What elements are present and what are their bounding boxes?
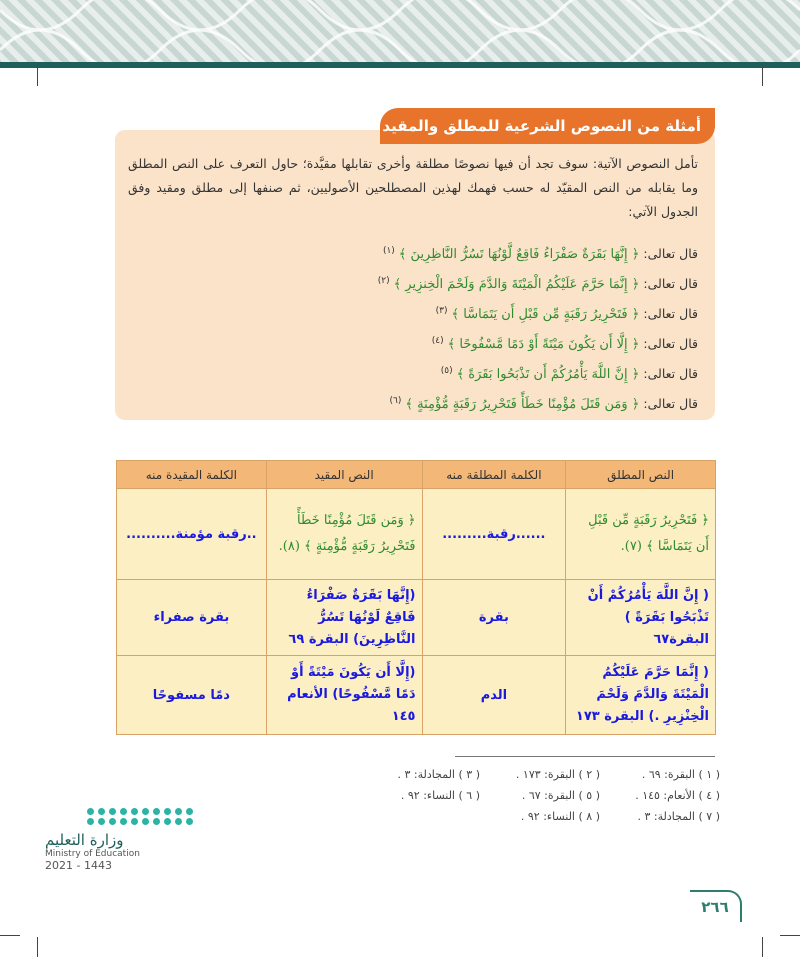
verse-line (128, 266, 698, 296)
header-banner (0, 0, 800, 68)
table-header-row (117, 461, 716, 489)
verse-text: ﴿ إِنَّ اللَّهَ يَأْمُرُكُمْ أَن تَذْبَحُوا بَقَرَةً ﴾ (456, 367, 640, 383)
absolute-text-cell[interactable]: ( إِنَّ اللَّهَ يَأْمُرُكُمْ أَنْ تَذْبَحُوا بَقَرَةً ) البقرة٦٧ (566, 580, 716, 656)
footnote: ( ٢ ) البقرة: ١٧٣ . (515, 768, 600, 781)
restricted-word-cell[interactable]: ..رقبة مؤمنة.......... (117, 489, 267, 580)
restricted-text-cell[interactable]: (إِنَّهَا بَقَرَةٌ صَفْرَاءُ فَاقِعٌ لَوْنُهَا تَسُرُّ النَّاظِرِينَ) البقرة ٦٩ (266, 580, 422, 656)
table-row (117, 489, 716, 580)
verse-ref: (٦) (389, 396, 402, 406)
absolute-text-cell[interactable]: ( إِنَّمَا حَرَّمَ عَلَيْكُمُ الْمَيْتَةَ وَالدَّمَ وَلَحْمَ الْخِنْزِيرِ .) البقرة ١٧٣ (566, 656, 716, 735)
restricted-word-cell[interactable]: بقرة صفراء (117, 580, 267, 656)
verse-line (128, 236, 698, 266)
crop-mark (762, 937, 763, 957)
restricted-word-cell[interactable]: دمًا مسفوحًا (117, 656, 267, 735)
crop-mark (37, 937, 38, 957)
verse-line (128, 296, 698, 326)
footnote: ( ٣ ) المجادلة: ٣ . (397, 768, 480, 781)
ministry-name-en: Ministry of Education (45, 849, 140, 859)
verse-text: ﴿ فَتَحْرِيرُ رَقَبَةٍ مِّن قَبْلِ أَن يَتَمَاسَّا ﴾ (451, 307, 640, 323)
column-header: الكلمة المقيدة منه (117, 461, 267, 489)
crop-mark (37, 66, 38, 86)
crop-mark (0, 935, 20, 936)
section-title: أمثلة من النصوص الشرعية للمطلق والمقيد (380, 108, 715, 144)
footnotes (360, 764, 720, 827)
footnote-divider (455, 756, 715, 757)
verse-line (128, 386, 698, 416)
footnote: ( ٧ ) المجادلة: ٣ . (637, 810, 720, 823)
crop-mark (780, 935, 800, 936)
crop-mark (762, 66, 763, 86)
ministry-logo (45, 808, 175, 872)
verse-ref: (٣) (435, 306, 448, 316)
ministry-name-ar: وزارة التعليم (45, 831, 124, 849)
table-row (117, 580, 716, 656)
verse-line (128, 356, 698, 386)
banner-pattern (0, 0, 800, 62)
footnote: ( ٤ ) الأنعام: ١٤٥ . (635, 789, 720, 802)
absolute-word-cell[interactable]: بقرة (422, 580, 566, 656)
verse-prefix: قال تعالى: (643, 306, 698, 322)
footnote: ( ٨ ) النساء: ٩٢ . (520, 810, 600, 823)
verse-text: ﴿ إِنَّمَا حَرَّمَ عَلَيْكُمُ الْمَيْتَةَ وَالدَّمَ وَلَحْمَ الْخِنزِيرِ ﴾ (393, 277, 640, 293)
verse-ref: (٢) (377, 276, 390, 286)
verse-prefix: قال تعالى: (643, 276, 698, 292)
ministry-dots-icon (87, 808, 175, 825)
classification-table (116, 460, 716, 735)
restricted-text-cell[interactable]: (إِلَّا أَن يَكُونَ مَيْتَةً أَوْ دَمًا مَّسْفُوحًا) الأنعام ١٤٥ (266, 656, 422, 735)
absolute-word-cell[interactable]: ......رقبة......... (422, 489, 566, 580)
footnote-row (360, 764, 720, 785)
absolute-text-cell: ﴿ فَتَحْرِيرُ رَقَبَةٍ مِّن قَبْلِ أَن يَتَمَاسَّا ﴾ (٧). (566, 489, 716, 580)
footnote: ( ٥ ) البقرة: ٦٧ . (521, 789, 600, 802)
absolute-word-cell[interactable]: الدم (422, 656, 566, 735)
verse-ref: (٤) (431, 336, 444, 346)
footnote: ( ١ ) البقرة: ٦٩ . (641, 768, 720, 781)
verse-ref: (٥) (440, 366, 453, 376)
banner-bar (0, 62, 800, 68)
restricted-text-cell: ﴿ وَمَن قَتَلَ مُؤْمِنًا خَطَأً فَتَحْرِيرُ رَقَبَةٍ مُّؤْمِنَةٍ ﴾ (٨). (266, 489, 422, 580)
table-row (117, 656, 716, 735)
verse-text: ﴿ إِنَّهَا بَقَرَةٌ صَفْرَاءُ فَاقِعٌ لَّوْنُهَا تَسُرُّ النَّاظِرِينَ ﴾ (398, 247, 640, 263)
column-header: النص المطلق (566, 461, 716, 489)
intro-paragraph: تأمل النصوص الآتية: سوف تجد أن فيها نصوصًا مطلقة وأخرى تقابلها مقيَّدة؛ حاول التعرف على النص المطلق وما يقابله من النص المقيّد له حسب فهمك لهذين المصطلحين الأصوليين، ثم صنفها إلى مطلق ومقيد وفق الجدول الآتي: (128, 156, 698, 219)
page-number: ٢٦٦ (690, 890, 742, 922)
verse-prefix: قال تعالى: (643, 366, 698, 382)
footnote (360, 806, 480, 827)
footnote-row (360, 806, 720, 827)
verse-list (128, 236, 698, 416)
verse-prefix: قال تعالى: (643, 246, 698, 262)
column-header: الكلمة المطلقة منه (422, 461, 566, 489)
verse-ref: (١) (382, 246, 395, 256)
verse-prefix: قال تعالى: (643, 336, 698, 352)
footnote: ( ٦ ) النساء: ٩٢ . (400, 789, 480, 802)
verse-text: ﴿ وَمَن قَتَلَ مُؤْمِنًا خَطَأً فَتَحْرِيرُ رَقَبَةٍ مُّؤْمِنَةٍ ﴾ (405, 397, 640, 413)
verse-line (128, 326, 698, 356)
edition-year: 2021 - 1443 (45, 859, 112, 872)
verse-text: ﴿ إِلَّا أَن يَكُونَ مَيْتَةً أَوْ دَمًا مَّسْفُوحًا ﴾ (447, 337, 640, 353)
footnote-row (360, 785, 720, 806)
column-header: النص المقيد (266, 461, 422, 489)
verse-prefix: قال تعالى: (643, 396, 698, 412)
